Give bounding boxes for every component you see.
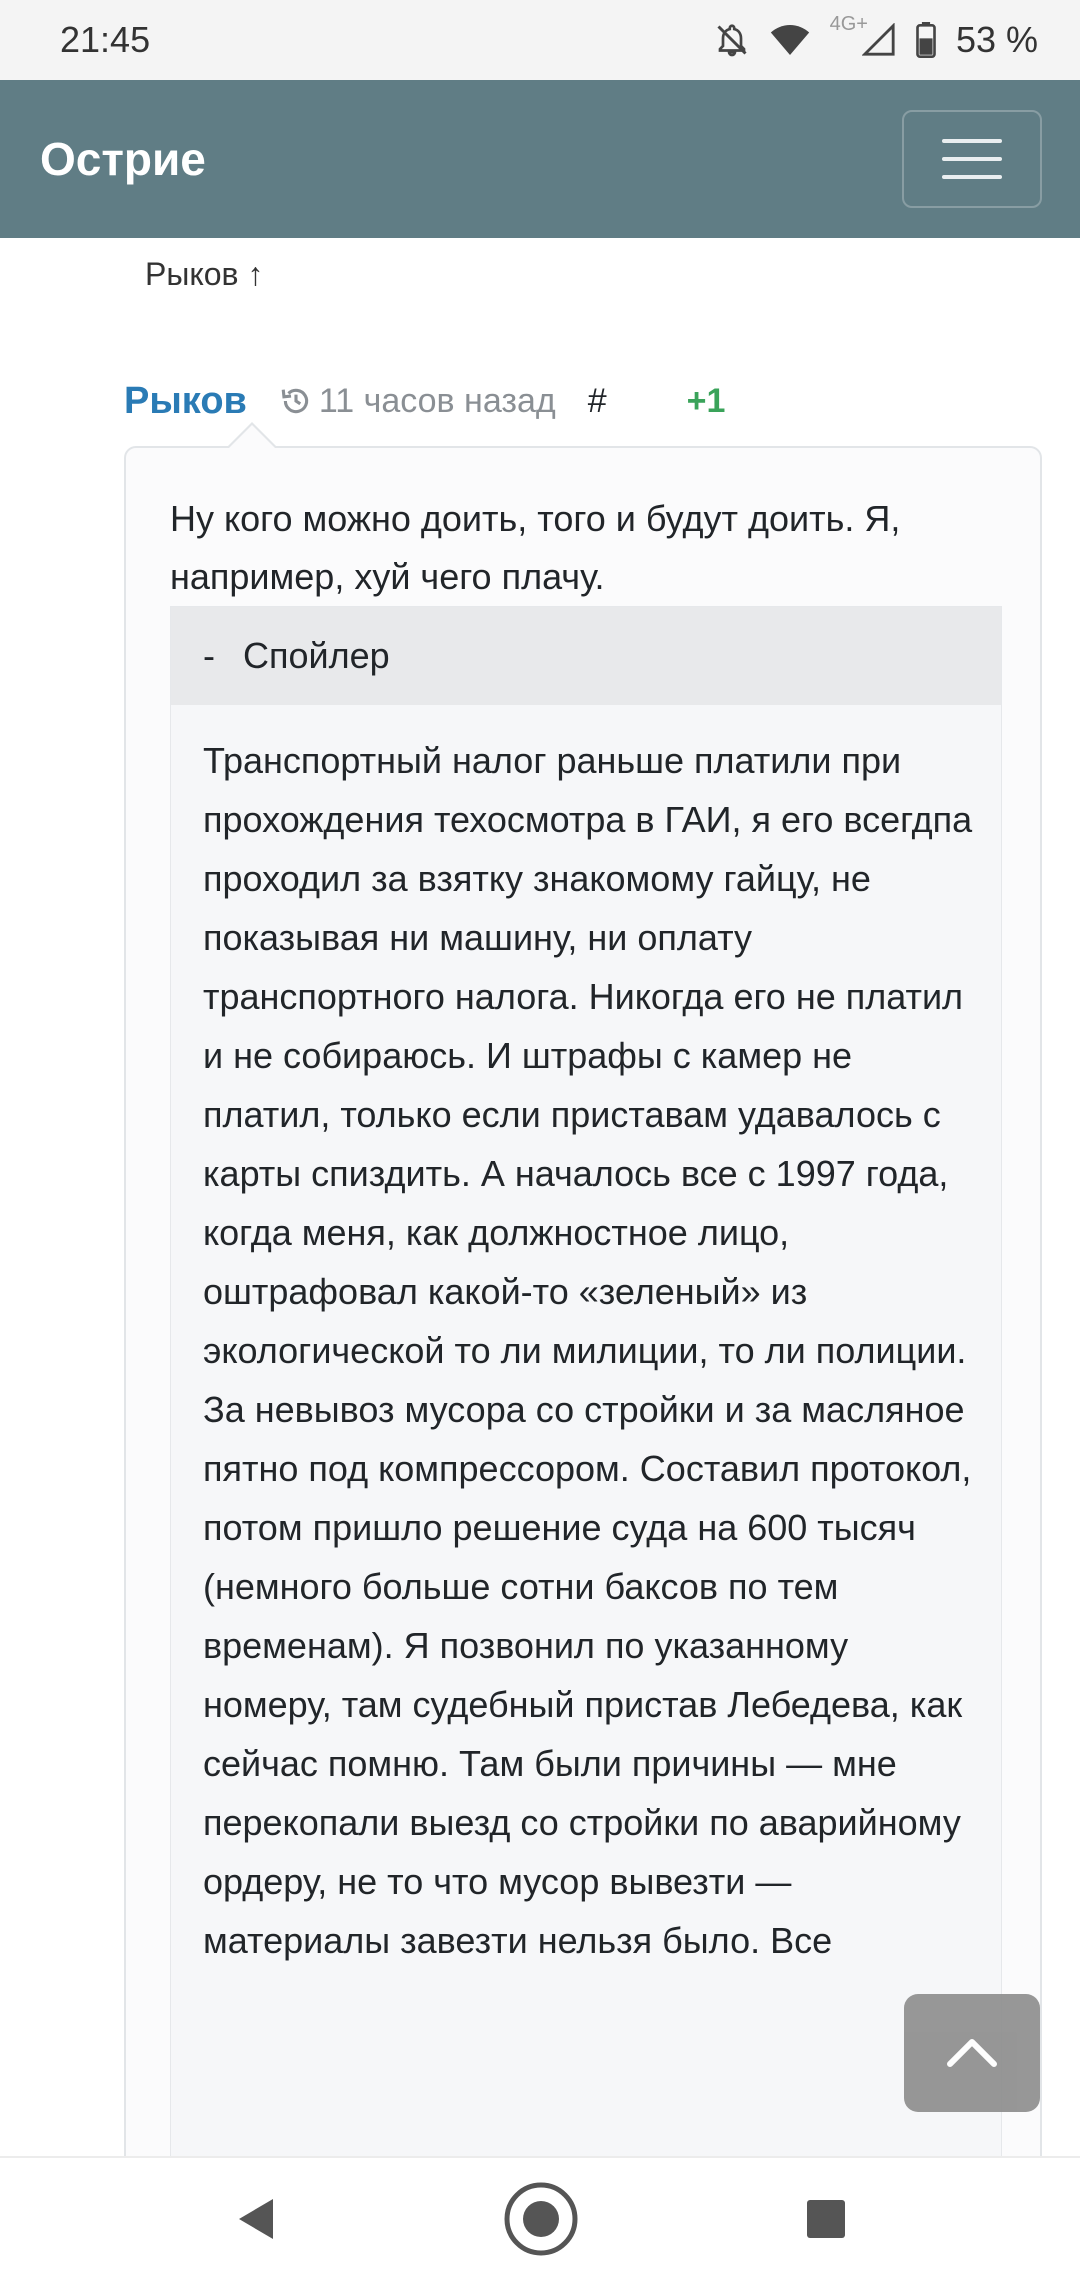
hamburger-icon [942,175,1002,179]
spoiler-toggle[interactable] [171,607,1001,705]
battery-level: 53 % [955,19,1038,60]
page-content [0,238,1080,2156]
status-time: 21:45 [60,19,151,60]
navbar [0,80,1080,238]
status-icons [714,13,1038,61]
spoiler-collapse-icon: - [203,635,215,676]
home-circle-icon[interactable] [503,2181,579,2257]
comment-header [124,376,725,426]
recents-square-icon[interactable] [805,2198,847,2240]
spoiler-title: Спойлер [243,635,390,676]
hamburger-icon [942,139,1002,143]
back-triangle-icon[interactable] [233,2195,277,2243]
comment-score: +1 [686,381,726,420]
network-type: 4G+ [829,13,868,35]
hamburger-icon [942,157,1002,161]
parent-comment-link[interactable]: Рыков ↑ [145,256,264,292]
comment-bubble [124,446,1042,2156]
wifi-icon [770,22,810,58]
site-brand[interactable]: Острие [40,133,206,185]
comment-author[interactable]: Рыков [124,379,247,422]
scroll-top-button[interactable] [904,1994,1040,2112]
status-bar [0,0,1080,80]
menu-toggle-button[interactable] [902,110,1042,208]
system-navigation-bar [0,2156,1080,2280]
bell-off-icon [714,22,750,58]
comment-text: Ну кого можно доить, того и будут доить. Я, например, хуй чего плачу. [170,498,901,597]
history-icon [279,384,313,418]
comment-permalink[interactable]: # [587,381,607,420]
spoiler-body: Транспортный налог раньше платили при прохождения техосмотра в ГАИ, я его всегдпа проходил за взятку знакомому гайцу, не показывая ни машину, ни оплату транспортного налога. Никогда его не платил и не собираюсь. И штрафы с камер не платил, только если приставам удавалось с карты спиздить. А началось все с 1997 года, когда меня, как должностное лицо, оштрафовал какой-то «зеленый» из экологической то ли милиции, то ли полиции. За невывоз мусора со стройки и за масляное пятно под компрессором. Составил протокол, потом пришло решение суда на 600 тысяч (немного больше сотни баксов по тем временам). Я позвонил по указанному номеру, там судебный пристав Лебедева, как сейчас помню. Там были причины — мне перекопали выезд со стройки по аварийному ордеру, не то что мусор вывезти — материалы завезти нельзя было. Все [203,740,973,1961]
chevron-up-icon [946,2036,998,2070]
battery-icon [916,22,936,58]
comment-time-text: 11 часов назад [318,381,556,420]
cell-signal-icon [862,23,896,57]
comment-time [279,382,556,421]
spoiler-block [170,606,1002,2156]
